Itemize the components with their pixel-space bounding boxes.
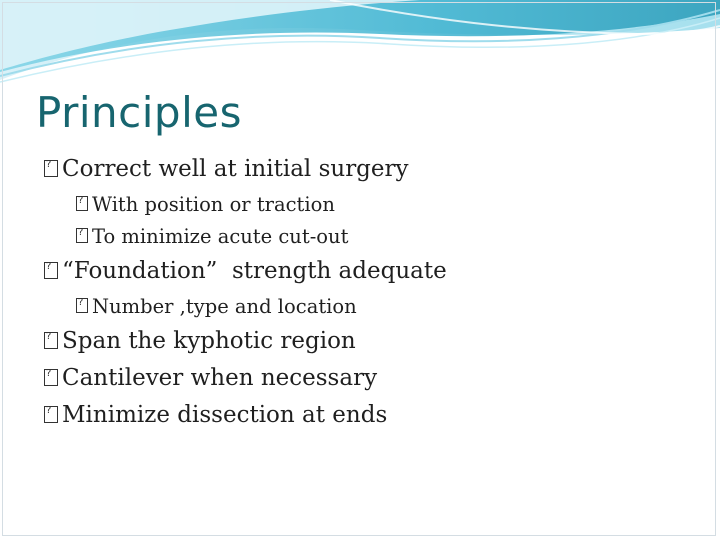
sub-bullet-item xyxy=(44,225,684,248)
sub-bullet-item xyxy=(44,193,684,216)
header-wave-decoration xyxy=(0,0,720,90)
bullet-text: To minimize acute cut-out xyxy=(92,224,349,248)
bullet-text: “Foundation” strength adequate xyxy=(62,258,447,285)
bullet-box-icon xyxy=(76,228,88,243)
bullet-list xyxy=(44,156,684,429)
bullet-box-icon xyxy=(44,332,58,349)
bullet-text: With position or traction xyxy=(92,192,335,216)
bullet-text: Number ,type and location xyxy=(92,294,357,318)
bullet-box-icon xyxy=(44,369,58,386)
bullet-item xyxy=(44,365,684,393)
bullet-box-icon xyxy=(44,406,58,423)
bullet-item xyxy=(44,258,684,286)
bullet-text: Span the kyphotic region xyxy=(62,328,356,355)
bullet-item xyxy=(44,156,684,184)
bullet-box-icon xyxy=(44,262,58,279)
bullet-item xyxy=(44,328,684,356)
bullet-item xyxy=(44,402,684,430)
bullet-box-icon xyxy=(76,298,88,313)
bullet-text: Minimize dissection at ends xyxy=(62,401,388,428)
bullet-text: Correct well at initial surgery xyxy=(62,156,409,182)
bullet-box-icon xyxy=(44,160,58,177)
slide-title: Principles xyxy=(36,88,242,137)
sub-bullet-item xyxy=(44,295,684,318)
bullet-box-icon xyxy=(76,196,88,211)
bullet-text: Cantilever when necessary xyxy=(62,364,378,391)
